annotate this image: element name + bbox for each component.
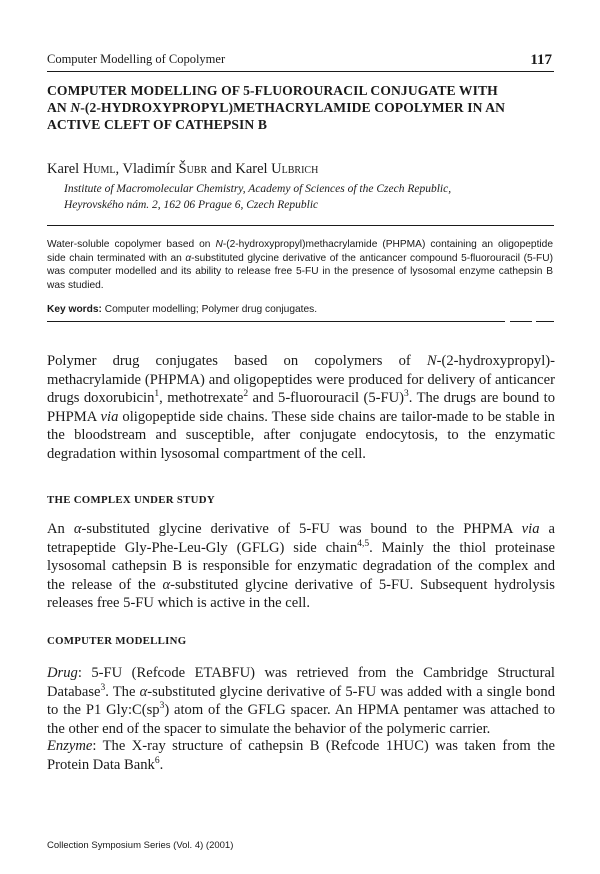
enzyme-text-2: .	[159, 756, 164, 773]
section-heading-complex: THE COMPLEX UNDER STUDY	[47, 494, 215, 506]
keywords-label: Key words:	[47, 304, 102, 315]
abstract-bottom-rule-dash-2	[536, 321, 554, 322]
section-heading-modelling: COMPUTER MODELLING	[47, 635, 187, 647]
intro-n-italic: N	[426, 353, 437, 369]
running-header-title: Computer Modelling of Copolymer	[47, 52, 226, 66]
author-2-first: Vladimír	[122, 161, 175, 177]
author-3-last: Ulbrich	[271, 161, 319, 177]
drug-label: Drug	[47, 665, 78, 681]
intro-via-italic: via	[100, 408, 119, 425]
enzyme-ref-6: 6	[154, 755, 160, 766]
abstract-bottom-rule	[47, 321, 505, 322]
intro-ref-3: 3	[404, 389, 409, 400]
title-line-1: COMPUTER MODELLING OF 5-FLUOROURACIL CONJUGATE WITH	[47, 83, 498, 98]
abstract	[47, 238, 553, 292]
intro-text-3: , methotrexate	[159, 390, 244, 407]
intro-text-2: -(2-hydroxypropyl)-methacrylamide (PHPMA) and oligopeptides were produced for delivery of anticancer drugs doxorubicin	[47, 353, 555, 407]
title-line-2-post: -(2-HYDROXYPROPYL)METHACRYLAMIDE COPOLYMER IN AN	[80, 100, 506, 115]
abstract-part-2: -(2-hydroxypropyl)methacrylamide (PHPMA) containing an oligopeptide side chain terminated with an	[47, 239, 554, 264]
intro-text-6: oligopeptide side chains. These side chains are tailor-made to be stable in the bloodstream and susceptible, after conjugate endocytosis, to the enzymatic degradation within lysosomal compartment of the cell.	[47, 408, 555, 462]
affiliation-line-1: Institute of Macromolecular Chemistry, Academy of Sciences of the Czech Republic,	[64, 183, 452, 195]
complex-paragraph	[47, 520, 555, 613]
intro-text-1: Polymer drug conjugates based on copolymers of	[47, 353, 427, 369]
keywords-text: Computer modelling; Polymer drug conjugates.	[101, 304, 318, 315]
complex-ref-4-5: 4,5	[357, 538, 370, 549]
abstract-bottom-rule-dash-1	[510, 321, 532, 322]
page-number: 117	[530, 52, 552, 68]
complex-alpha-2: α	[162, 576, 171, 593]
complex-via-italic: via	[521, 521, 540, 537]
intro-ref-1: 1	[154, 389, 160, 400]
drug-text-4: ) atom of the GFLG spacer. An HPMA pentamer was attached to the other end of the spacer to simulate the behavior of the polymeric carrier.	[47, 702, 555, 737]
article-title	[47, 82, 557, 133]
keywords	[47, 303, 553, 316]
abstract-n-italic: N	[215, 239, 223, 250]
complex-text-3: a tetrapeptide Gly-Phe-Leu-Gly (GFLG) side chain	[47, 521, 555, 556]
title-line-3: ACTIVE CLEFT OF CATHEPSIN B	[47, 117, 267, 132]
intro-ref-2: 2	[243, 389, 249, 400]
intro-paragraph	[47, 352, 555, 464]
intro-text-5: . The drugs are bound to PHPMA	[47, 390, 555, 425]
drug-text-2: . The	[105, 683, 140, 700]
abstract-part-3: -substituted glycine derivative of the anticancer compound 5-fluorouracil (5-FU) was computer modelled and its ability to release free 5-FU in the presence of lysosomal enzyme cathepsin B was studied.	[47, 252, 553, 291]
running-header	[47, 49, 554, 72]
drug-paragraph	[47, 664, 555, 738]
affiliation-line-2: Heyrovského nám. 2, 162 06 Prague 6, Czech Republic	[64, 199, 319, 211]
complex-text-4: . Mainly the thiol proteinase lysosomal cathepsin B is responsible for enzymatic degradation of the complex and the release of the	[47, 539, 555, 593]
complex-text-2: -substituted glycine derivative of 5-FU was bound to the PHPMA	[81, 521, 522, 537]
drug-alpha: α	[139, 683, 148, 700]
title-line-2-italic: N	[70, 100, 81, 115]
affiliation	[64, 181, 544, 213]
drug-ref-3: 3	[100, 682, 106, 693]
abstract-top-rule	[47, 225, 554, 226]
drug-text-3: -substituted glycine derivative of 5-FU was added with a single bond to the P1 Gly:C(sp	[47, 683, 556, 719]
author-1-first: Karel	[47, 161, 80, 177]
complex-text-1: An	[47, 521, 74, 537]
title-line-2-pre: AN	[47, 100, 71, 115]
complex-alpha-1: α	[73, 521, 82, 537]
enzyme-paragraph	[47, 737, 555, 774]
author-list	[47, 161, 547, 178]
drug-sp3-superscript: 3	[159, 701, 165, 712]
enzyme-text-1: : The X-ray structure of cathepsin B (Refcode 1HUC) was taken from the Protein Data Bank	[47, 738, 555, 773]
drug-text-1: : 5-FU (Refcode ETABFU) was retrieved from the Cambridge Structural Database	[47, 665, 555, 700]
intro-text-4: and 5-fluorouracil (5-FU)	[248, 390, 405, 407]
author-separator-1: ,	[115, 161, 123, 177]
abstract-alpha: α	[185, 252, 192, 264]
author-1-last: Huml	[82, 161, 116, 177]
abstract-part-1: Water-soluble copolymer based on	[47, 239, 216, 250]
page-footer: Collection Symposium Series (Vol. 4) (2001)	[47, 840, 234, 851]
enzyme-label: Enzyme	[47, 738, 93, 754]
author-separator-2: and	[207, 161, 236, 177]
author-2-last: Šubr	[178, 161, 208, 177]
complex-text-5: -substituted glycine derivative of 5-FU. Subsequent hydrolysis releases free 5-FU which is active in the cell.	[47, 576, 555, 612]
author-3-first: Karel	[235, 161, 268, 177]
